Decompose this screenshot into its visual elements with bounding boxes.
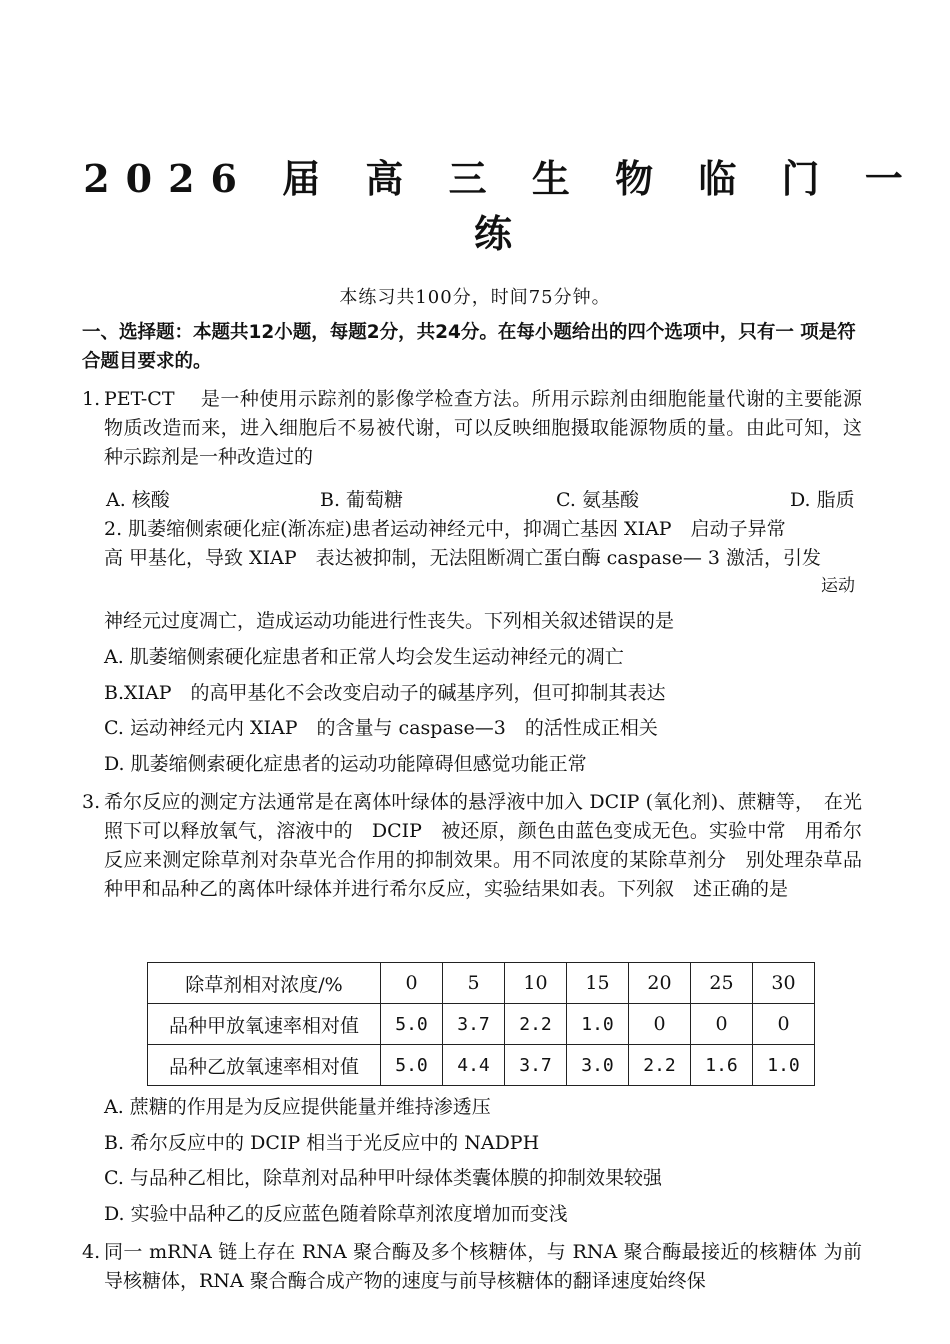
option-b: B. 希尔反应中的 DCIP 相当于光反应中的 NADPH — [104, 1132, 540, 1154]
option-b: B.XIAP 的高甲基化不会改变启动子的碱基序列，但可抑制其表达 — [104, 682, 666, 704]
table-cell: 1.6 — [691, 1045, 753, 1086]
table-cell: 3.7 — [443, 1004, 505, 1045]
section-heading: 一、选择题：本题共12小题，每题2分，共24分。在每小题给出的四个选项中，只有一 项是符合题目要求的。 — [82, 322, 856, 372]
table-header-cell: 15 — [567, 963, 629, 1004]
option-d: D. 实验中品种乙的反应蓝色随着除草剂浓度增加而变浅 — [104, 1203, 568, 1225]
option-c: C. 氨基酸 — [556, 489, 639, 511]
table-cell: 1.0 — [753, 1045, 815, 1086]
table-header-cell: 0 — [381, 963, 443, 1004]
table-cell: 4.4 — [443, 1045, 505, 1086]
question-number: 4. — [82, 1241, 101, 1263]
table-cell: 0 — [691, 1004, 753, 1045]
question-1 — [82, 385, 862, 472]
table-cell: 2.2 — [629, 1045, 691, 1086]
option-c: C. 运动神经元内 XIAP 的含量与 caspase—3 的活性成正相关 — [104, 717, 658, 739]
table-header-cell: 25 — [691, 963, 753, 1004]
table-header-row — [148, 963, 815, 1004]
option-d: D. 脂质 — [790, 489, 855, 511]
table-cell: 品种乙放氧速率相对值 — [148, 1045, 381, 1086]
question-2-line-3: 运动 — [821, 576, 855, 596]
table-cell: 0 — [753, 1004, 815, 1045]
question-2-line-4: 神经元过度凋亡，造成运动功能进行性丧失。下列相关叙述错误的是 — [104, 610, 675, 632]
question-2-line-1: 2. 肌萎缩侧索硬化症(渐冻症)患者运动神经元中，抑凋亡基因 XIAP 启动子异常 — [104, 518, 786, 540]
table-cell: 1.0 — [567, 1004, 629, 1045]
option-c: C. 与品种乙相比，除草剂对品种甲叶绿体类囊体膜的抑制效果较强 — [104, 1167, 662, 1189]
table-cell: 2.2 — [505, 1004, 567, 1045]
option-a: A. 核酸 — [106, 489, 170, 511]
question-2-line-2: 高 甲基化，导致 XIAP 表达被抑制，无法阻断凋亡蛋白酶 caspase— 3 激活，引发 — [104, 547, 822, 569]
table-cell: 品种甲放氧速率相对值 — [148, 1004, 381, 1045]
table-cell: 5.0 — [381, 1045, 443, 1086]
table-header-cell: 除草剂相对浓度/% — [148, 963, 381, 1004]
option-d: D. 肌萎缩侧索硬化症患者的运动功能障碍但感觉功能正常 — [104, 753, 587, 775]
page-title: 2026 届 高 三 生 物 临 门 一 练 — [83, 156, 919, 256]
table-cell: 3.7 — [505, 1045, 567, 1086]
question-stem: 同一 mRNA 链上存在 RNA 聚合酶及多个核糖体，与 RNA 聚合酶最接近的核糖体 为前导核糖体，RNA 聚合酶合成产物的速度与前导核糖体的翻译速度始终保 — [104, 1241, 862, 1292]
option-b: B. 葡萄糖 — [320, 489, 404, 511]
table-row — [148, 1004, 815, 1045]
option-a: A. 蔗糖的作用是为反应提供能量并维持渗透压 — [104, 1096, 491, 1118]
exam-note: 本练习共100分，时间75分钟。 — [339, 287, 611, 308]
table-row — [148, 1045, 815, 1086]
table-header-cell: 10 — [505, 963, 567, 1004]
question-stem: PET-CT 是一种使用示踪剂的影像学检查方法。所用示踪剂由细胞能量代谢的主要能源物质改造而来，进入细胞后不易被代谢，可以反映细胞摄取能源物质的量。由此可知，这种示踪剂是一种改造过的 — [104, 388, 862, 468]
table-cell: 0 — [629, 1004, 691, 1045]
question-4 — [82, 1238, 862, 1296]
table-header-cell: 20 — [629, 963, 691, 1004]
table-cell: 3.0 — [567, 1045, 629, 1086]
option-a: A. 肌萎缩侧索硬化症患者和正常人均会发生运动神经元的凋亡 — [104, 646, 624, 668]
question-stem: 希尔反应的测定方法通常是在离体叶绿体的悬浮液中加入 DCIP (氧化剂)、蔗糖等， 在光照下可以释放氧气，溶液中的 DCIP 被还原，颜色由蓝色变成无色。实验中常 用希尔反应来测定除草剂对杂草光合作用的抑制效果。用不同浓度的某除草剂分 别处理杂草品种甲和品种乙的离体叶绿体并进行希尔反应，实验结果如表。下列叙 述正确的是 — [104, 791, 862, 900]
table-cell: 5.0 — [381, 1004, 443, 1045]
table-header-cell: 5 — [443, 963, 505, 1004]
question-number: 1. — [82, 388, 101, 410]
question-number: 3. — [82, 791, 101, 813]
question-3 — [82, 788, 862, 904]
table-header-cell: 30 — [753, 963, 815, 1004]
data-table — [147, 962, 815, 1086]
